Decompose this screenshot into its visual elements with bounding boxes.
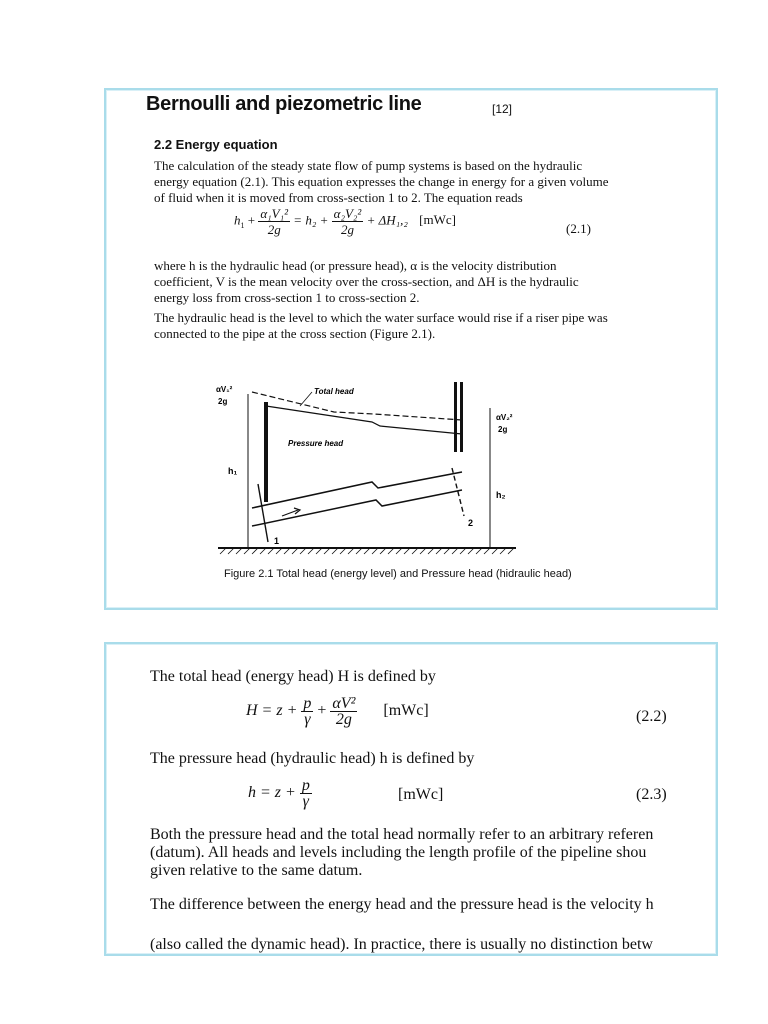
label-velocity-2: αV₂² xyxy=(496,413,513,422)
eq3-lhs: h = z + xyxy=(248,784,296,802)
pipe-bottom xyxy=(252,490,462,526)
label-total-head: Total head xyxy=(314,387,354,396)
eq2-unit: [mWc] xyxy=(383,702,429,720)
equation-number: (2.1) xyxy=(566,221,591,236)
label-velocity-1-den: 2g xyxy=(218,397,228,406)
label-section-2: 2 xyxy=(468,518,474,528)
pipe-top xyxy=(252,472,462,508)
eq2-fraction-p xyxy=(301,696,313,727)
equation-2-2 xyxy=(246,696,429,727)
paragraph-line: of fluid when it is moved from cross-section 1 to 2. The equation reads xyxy=(154,190,523,205)
definition-line: The total head (energy head) H is defined by xyxy=(150,668,436,685)
section-heading: 2.2 Energy equation xyxy=(154,137,278,152)
eq-den-2: 2g xyxy=(340,222,354,237)
eq-plus: + xyxy=(247,212,256,228)
eq2-plus: + xyxy=(317,702,327,720)
reference-tag: [12] xyxy=(492,102,513,116)
paragraph-line: (datum). All heads and levels including the length profile of the pipeline shou xyxy=(150,844,647,861)
figure-caption: Figure 2.1 Total head (energy level) and Pressure head (hidraulic head) xyxy=(224,568,572,580)
eq3-p-num: p xyxy=(301,777,310,794)
eq2-lhs: H = z + xyxy=(246,702,298,720)
eq2-number: (2.2) xyxy=(636,708,667,725)
equation-2-3 xyxy=(248,778,312,809)
paragraph-line: where h is the hydraulic head (or pressure head), α is the velocity distribution xyxy=(154,258,557,273)
paragraph-line: energy equation (2.1). This equation expresses the change in energy for a given volume xyxy=(154,174,609,189)
label-section-1: 1 xyxy=(274,536,280,546)
paragraph-line: connected to the pipe at the cross section (Figure 2.1). xyxy=(154,326,436,341)
eq-h1-sub: 1 xyxy=(240,221,245,231)
eq3-unit: [mWc] xyxy=(398,786,444,803)
paragraph-line: Both the pressure head and the total head normally refer to an arbitrary referen xyxy=(150,826,654,843)
riser-pipe-2-wall xyxy=(460,382,463,452)
eq2-v-num: αV² xyxy=(332,695,356,712)
energy-line-figure xyxy=(206,376,526,558)
paragraph-line: coefficient, V is the mean velocity over the cross-section, and ΔH is the hydraulic xyxy=(154,274,579,289)
eq2-v-den: 2g xyxy=(335,711,352,728)
eq-num-1: α₁V₁² xyxy=(260,206,289,221)
slide-1 xyxy=(104,88,718,610)
eq-fraction-2 xyxy=(332,206,364,237)
eq-h1: h xyxy=(234,212,241,228)
eq-delta: + ΔH₁,₂ xyxy=(366,212,408,228)
eq2-fraction-v xyxy=(330,696,357,727)
paragraph-line: The calculation of the steady state flow of pump systems is based on the hydraulic xyxy=(154,158,583,173)
paragraph-line-cut: (also called the dynamic head). In practice, there is usually no distinction betw xyxy=(150,936,653,953)
eq3-p-den: γ xyxy=(302,793,309,810)
label-h1: h₁ xyxy=(228,466,238,476)
pressure-head-line xyxy=(266,406,462,434)
riser-pipe-2 xyxy=(454,382,457,452)
label-velocity-2-den: 2g xyxy=(498,425,508,434)
eq3-number: (2.3) xyxy=(636,786,667,803)
eq-num-2: α₂V₂² xyxy=(333,206,362,221)
eq2-p-num: p xyxy=(303,695,312,712)
eq3-fraction-p xyxy=(300,778,312,809)
page-title: Bernoulli and piezometric line xyxy=(146,93,422,115)
eq-fraction-1 xyxy=(258,206,290,237)
eq-unit: [mWc] xyxy=(419,212,456,228)
total-head-line xyxy=(252,392,462,420)
equation-2-1 xyxy=(234,206,456,237)
paragraph-line: The difference between the energy head and the pressure head is the velocity h xyxy=(150,896,654,913)
eq-den-1: 2g xyxy=(267,222,281,237)
slide-2 xyxy=(104,642,718,956)
paragraph-line: The hydraulic head is the level to which the water surface would rise if a riser pipe was xyxy=(154,310,608,325)
paragraph-line: given relative to the same datum. xyxy=(150,862,363,879)
label-pressure-head: Pressure head xyxy=(288,439,344,448)
riser-pipe-1 xyxy=(264,402,268,502)
eq2-p-den: γ xyxy=(304,711,311,728)
paragraph-line: energy loss from cross-section 1 to cross-section 2. xyxy=(154,290,420,305)
total-head-leader xyxy=(300,392,312,406)
label-h2: h₂ xyxy=(496,490,506,500)
label-velocity-1: αV₁² xyxy=(216,385,233,394)
eq-equals: = h₂ + xyxy=(293,212,329,228)
definition-line: The pressure head (hydraulic head) h is defined by xyxy=(150,750,475,767)
